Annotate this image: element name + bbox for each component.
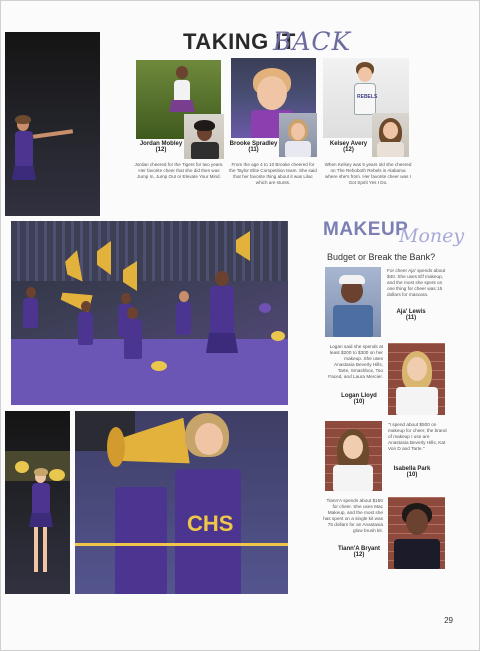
makeup-text-isabella: "I spend about $500 on makeup for cheer, the brand of makeup I use are Anastasia Beverly Hills, Kat Von D and Tarte."	[388, 422, 447, 451]
profile-name-kelsey: Kelsey Avery (12)	[329, 141, 368, 153]
photo-tianna-bryant	[388, 497, 445, 569]
profile-caption-brooke: From the age 4 to 10 Brooke cheered for the Taylor Elite Competition team. She said that her favorite thing about it was Lilac which are stunts.	[229, 162, 317, 185]
makeup-subtitle: Budget or Break the Bank?	[327, 252, 436, 262]
makeup-name-logan: Logan Lloyd (10)	[341, 393, 377, 405]
profile-caption-kelsey: When Kelsey was 5 years old she cheered on The Rehoboth Rebels in Alabama where she's from. Her favorite cheer was I Got Spirit Yes I Do.	[324, 162, 412, 185]
makeup-text-logan: Logan said she spends at least $200 to $300 on her makeup. She uses Anastasia Beverly Hills, Tarte, Smashbox, Too Faced, and Laura Mercier.	[328, 344, 383, 379]
makeup-name-aja: Aja' Lewis (11)	[396, 309, 426, 321]
photo-cheerleader-megaphone	[75, 411, 288, 594]
photo-brooke-portrait	[279, 113, 317, 157]
photo-isabella-park	[325, 421, 382, 491]
photo-aja-lewis	[325, 267, 381, 337]
makeup-text-tianna: Tiann'A spends about $150 for cheer. She uses Mac Makeup, and the most she has spent on a single kit was 75 dollars for an Anastasia glow brush kit.	[323, 498, 383, 533]
makeup-title-script: Money	[399, 225, 465, 247]
profile-caption-jordan: Jordan cheered for the Tigers for two years. Her favorite cheer that she did then was Jump In, Jump Out or Elevate Your Mind.	[134, 162, 224, 179]
profile-name-brooke: Brooke Spradley (11)	[229, 141, 278, 153]
photo-cheer-squad-field	[11, 221, 288, 405]
makeup-name-tianna: Tiann'A Bryant (12)	[337, 546, 381, 558]
makeup-text-aja: For cheer Aja' spends about $40. She uses Elf makeup, and the most she spent on one thing for cheer was 15 dollars for mascara.	[387, 268, 446, 297]
photo-logan-lloyd	[388, 343, 445, 415]
page-title: TAKING IT	[183, 29, 296, 54]
makeup-title: MAKEUP	[323, 219, 409, 240]
uniform-text: CHS	[187, 511, 234, 536]
photo-kelsey-portrait	[372, 113, 409, 157]
page-title-script: BACK	[273, 27, 352, 56]
cheerleader-figure	[11, 221, 288, 405]
makeup-name-isabella: Isabella Park (10)	[393, 466, 431, 478]
photo-kelsey-child: REBELS	[323, 58, 409, 138]
page-number: 29	[444, 616, 453, 625]
photo-cheerleader-pose	[5, 32, 100, 216]
photo-cheerleaders-night	[5, 411, 70, 594]
profile-name-jordan: Jordan Mobley (12)	[139, 141, 183, 153]
